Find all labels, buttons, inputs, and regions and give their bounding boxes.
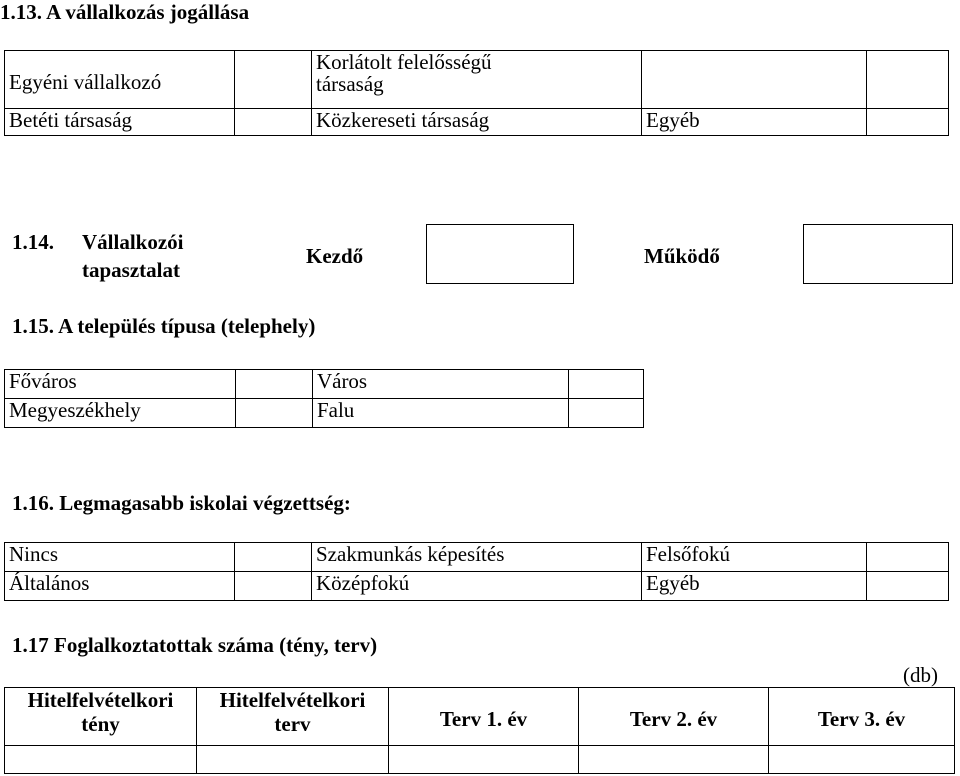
settlement-type-table bbox=[4, 369, 644, 428]
option-label-szakmunkas: Szakmunkás képesítés bbox=[312, 543, 642, 572]
employees-table bbox=[4, 687, 955, 774]
unit-label: (db) bbox=[903, 663, 938, 687]
option-label-kozepfoku: Középfokú bbox=[312, 572, 642, 601]
option-label-egyeni: Egyéni vállalkozó bbox=[5, 51, 235, 109]
option-label-megyeszekhely: Megyeszékhely bbox=[5, 399, 236, 428]
option-label-fovaros: Főváros bbox=[5, 370, 236, 399]
section-114-heading-2: tapasztalat bbox=[82, 258, 180, 282]
input-year2[interactable] bbox=[579, 746, 769, 774]
input-year1[interactable] bbox=[389, 746, 579, 774]
checkbox-mukodo[interactable] bbox=[803, 224, 953, 284]
legal-form-table bbox=[4, 50, 949, 136]
option-label-falu: Falu bbox=[312, 399, 568, 428]
option-label-bt: Betéti társaság bbox=[5, 109, 235, 136]
option-label-kft: Korlátolt felelősségű társaság bbox=[312, 51, 642, 109]
checkbox-altalanos[interactable] bbox=[235, 572, 312, 601]
checkbox-megyeszekhely[interactable] bbox=[235, 399, 312, 428]
section-115-heading: 1.15. A település típusa (telephely) bbox=[12, 314, 316, 338]
checkbox-nincs[interactable] bbox=[235, 543, 312, 572]
checkbox-falu[interactable] bbox=[568, 399, 643, 428]
checkbox-fovaros[interactable] bbox=[235, 370, 312, 399]
checkbox-egyeb[interactable] bbox=[867, 109, 949, 136]
col-header-year3: Terv 3. év bbox=[769, 688, 955, 746]
option-label-egyeb-edu: Egyéb bbox=[642, 572, 867, 601]
col-header-actual: Hitelfelvételkori tény bbox=[5, 688, 197, 746]
checkbox-varos[interactable] bbox=[568, 370, 643, 399]
col-header-year2: Terv 2. év bbox=[579, 688, 769, 746]
option-label-altalanos: Általános bbox=[5, 572, 235, 601]
input-year3[interactable] bbox=[769, 746, 955, 774]
section-113-heading: 1.13. A vállalkozás jogállása bbox=[0, 0, 250, 24]
col-header-plan: Hitelfelvételkori terv bbox=[197, 688, 389, 746]
checkbox-kft-extra[interactable] bbox=[867, 51, 949, 109]
option-label-varos: Város bbox=[312, 370, 568, 399]
section-117-heading: 1.17 Foglalkoztatottak száma (tény, terv) bbox=[12, 633, 378, 657]
checkbox-egyeni[interactable] bbox=[235, 51, 312, 109]
option-label-kkt: Közkereseti társaság bbox=[312, 109, 642, 136]
section-114-num: 1.14. bbox=[12, 230, 54, 254]
option-label-mukodo: Működő bbox=[644, 244, 720, 268]
option-label-egyeb: Egyéb bbox=[642, 109, 867, 136]
checkbox-felsofoku[interactable] bbox=[867, 543, 949, 572]
education-table bbox=[4, 542, 949, 601]
checkbox-bt[interactable] bbox=[235, 109, 312, 136]
col-header-year1: Terv 1. év bbox=[389, 688, 579, 746]
checkbox-egyeb-edu[interactable] bbox=[867, 572, 949, 601]
option-label-felsofoku: Felsőfokú bbox=[642, 543, 867, 572]
option-label-nincs: Nincs bbox=[5, 543, 235, 572]
checkbox-kezdo[interactable] bbox=[426, 224, 574, 284]
section-114-heading-1: Vállalkozói bbox=[82, 230, 184, 254]
input-plan[interactable] bbox=[197, 746, 389, 774]
checkbox-kft[interactable] bbox=[642, 51, 867, 109]
input-actual[interactable] bbox=[5, 746, 197, 774]
section-116-heading: 1.16. Legmagasabb iskolai végzettség: bbox=[12, 491, 351, 515]
option-label-kezdo: Kezdő bbox=[306, 244, 364, 268]
